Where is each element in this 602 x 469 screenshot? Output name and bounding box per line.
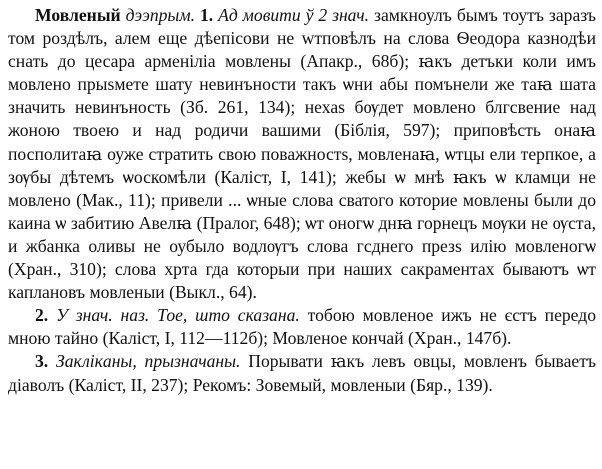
headword: Мовленый [35, 5, 121, 25]
sense-3-gloss: Заклікaны, прызначаны. [56, 351, 241, 372]
sense-2-number: 2. [35, 305, 49, 326]
sense-3-number: 3. [35, 351, 49, 372]
part-of-speech: дээпрым. [125, 5, 195, 25]
sense-2-citations: тобою мовленое ижъ не єстъ передо мною тайно (Каліст, I, 112—112б); Мовленое кончай (Хран., 147б). [8, 305, 596, 349]
sense-1-citations: замкноулъ бымъ тоутъ заразъ том роздѣлъ, алем еще дѣепісови не wтповѣлъ на слова Ѳеодора казнодѣи снать до цесара арменіліа мовлены (Апакр., 68б); ꙗкъ детъки коли имъ мовлено прыsмете шату невинъности такъ ѡни абы помънели же таꙗ шата значить невинъность (Зб. 261, 134); нехаs бѹдет мовлено блгсвение над жоною твоею и над родичи вашими (Біблія, 597); приповѣсть онаꙗ посполитаꙗ оуже стратить свою поважностs, мовленаꙗ, ѡтцы ели терпкое, а зѹбы дѣтемъ ѡоскомѣли (Каліст, I, 141); жебы ѡ мнѣ ꙗкъ ѡ кламци не мовлено (Мак., 11); привели ... ѡные слова сватого которие мовлены были до каина ѡ забитию Авелꙗ (Пралог, 648); ѡт оногѡ днꙗ горнецъ мѹки не ѹста, и жбанка оливы не оубыло водлѹгъ слова гсднего презs илію мовленогѡ (Хран., 310); слова хрта гда которыи при наших сакраментах бываютъ ѡт каплановъ мовленыи (Выкл., 64). [8, 5, 596, 303]
sense-3-paragraph [8, 350, 596, 396]
sense-3-citations: Порывати ꙗкъ левъ овцы, мовленъ бываетъ діаволъ (Каліст, II, 237); Рекомъ: Зовемый, мовленыи (Бяр., 139). [8, 351, 597, 395]
sense-2-paragraph [8, 304, 596, 350]
sense-1-paragraph [8, 4, 596, 304]
sense-1-gloss: Ад мовити ў 2 знач. [218, 5, 370, 25]
sense-2-gloss: У знач. наз. Тое, што сказана. [56, 305, 300, 326]
sense-1-number: 1. [199, 5, 214, 25]
